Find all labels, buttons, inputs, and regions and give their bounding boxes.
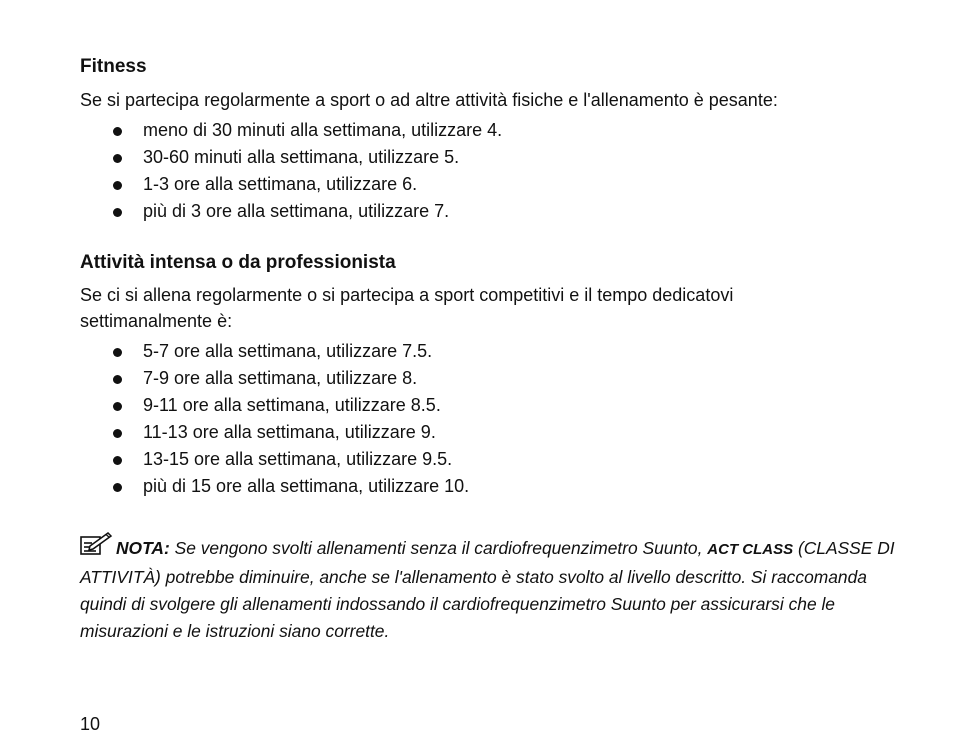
bullet-icon [113,456,122,465]
note-pencil-icon [80,532,114,564]
note-text-end: (CLASSE DI ATTIVITÀ) potrebbe diminuire, anche se l'allenamento è stato svolto al livello descritto. Si raccomanda quindi di svolgere gli allenamenti indossando il cardiofrequenzimetro Suunto per assicurarsi che le misurazioni e le istruzioni siano corrette. [80,538,895,641]
list-item-text: più di 15 ore alla settimana, utilizzare 10. [143,476,470,496]
bullet-icon [113,402,122,411]
list-item-text: più di 3 ore alla settimana, utilizzare 7. [143,201,450,221]
list-item-text: 7-9 ore alla settimana, utilizzare 8. [143,368,418,388]
bullet-icon [113,348,122,357]
bullet-icon [113,375,122,384]
note-label: NOTA: [116,538,170,558]
list-item-text: 5-7 ore alla settimana, utilizzare 7.5. [143,341,433,361]
list-item-text: 9-11 ore alla settimana, utilizzare 8.5. [143,395,441,415]
act-class-term: ACT CLASS [707,541,794,558]
list-item-text: 1-3 ore alla settimana, utilizzare 6. [143,174,418,194]
bullet-icon [113,208,122,217]
fitness-intro: Se si partecipa regolarmente a sport o ad altre attività fisiche e l'allenamento è pesante: [80,90,778,110]
list-item-text: meno di 30 minuti alla settimana, utilizzare 4. [143,120,503,140]
bullet-icon [113,181,122,190]
fitness-heading: Fitness [80,56,147,77]
list-item-text: 11-13 ore alla settimana, utilizzare 9. [143,422,436,442]
list-item-text: 13-15 ore alla settimana, utilizzare 9.5. [143,449,453,469]
page-number: 10 [80,714,101,734]
note-block [80,532,900,645]
bullet-icon [113,483,122,492]
list-item-text: 30-60 minuti alla settimana, utilizzare 5. [143,147,460,167]
bullet-icon [113,429,122,438]
manual-page [80,0,900,756]
intense-heading: Attività intensa o da professionista [80,252,396,273]
bullet-icon [113,127,122,136]
intense-intro: Se ci si allena regolarmente o si partecipa a sport competitivi e il tempo dedicatovi settimanalmente è: [80,285,734,331]
bullet-icon [113,154,122,163]
note-text-start: Se vengono svolti allenamenti senza il cardiofrequenzimetro Suunto, [169,538,708,558]
